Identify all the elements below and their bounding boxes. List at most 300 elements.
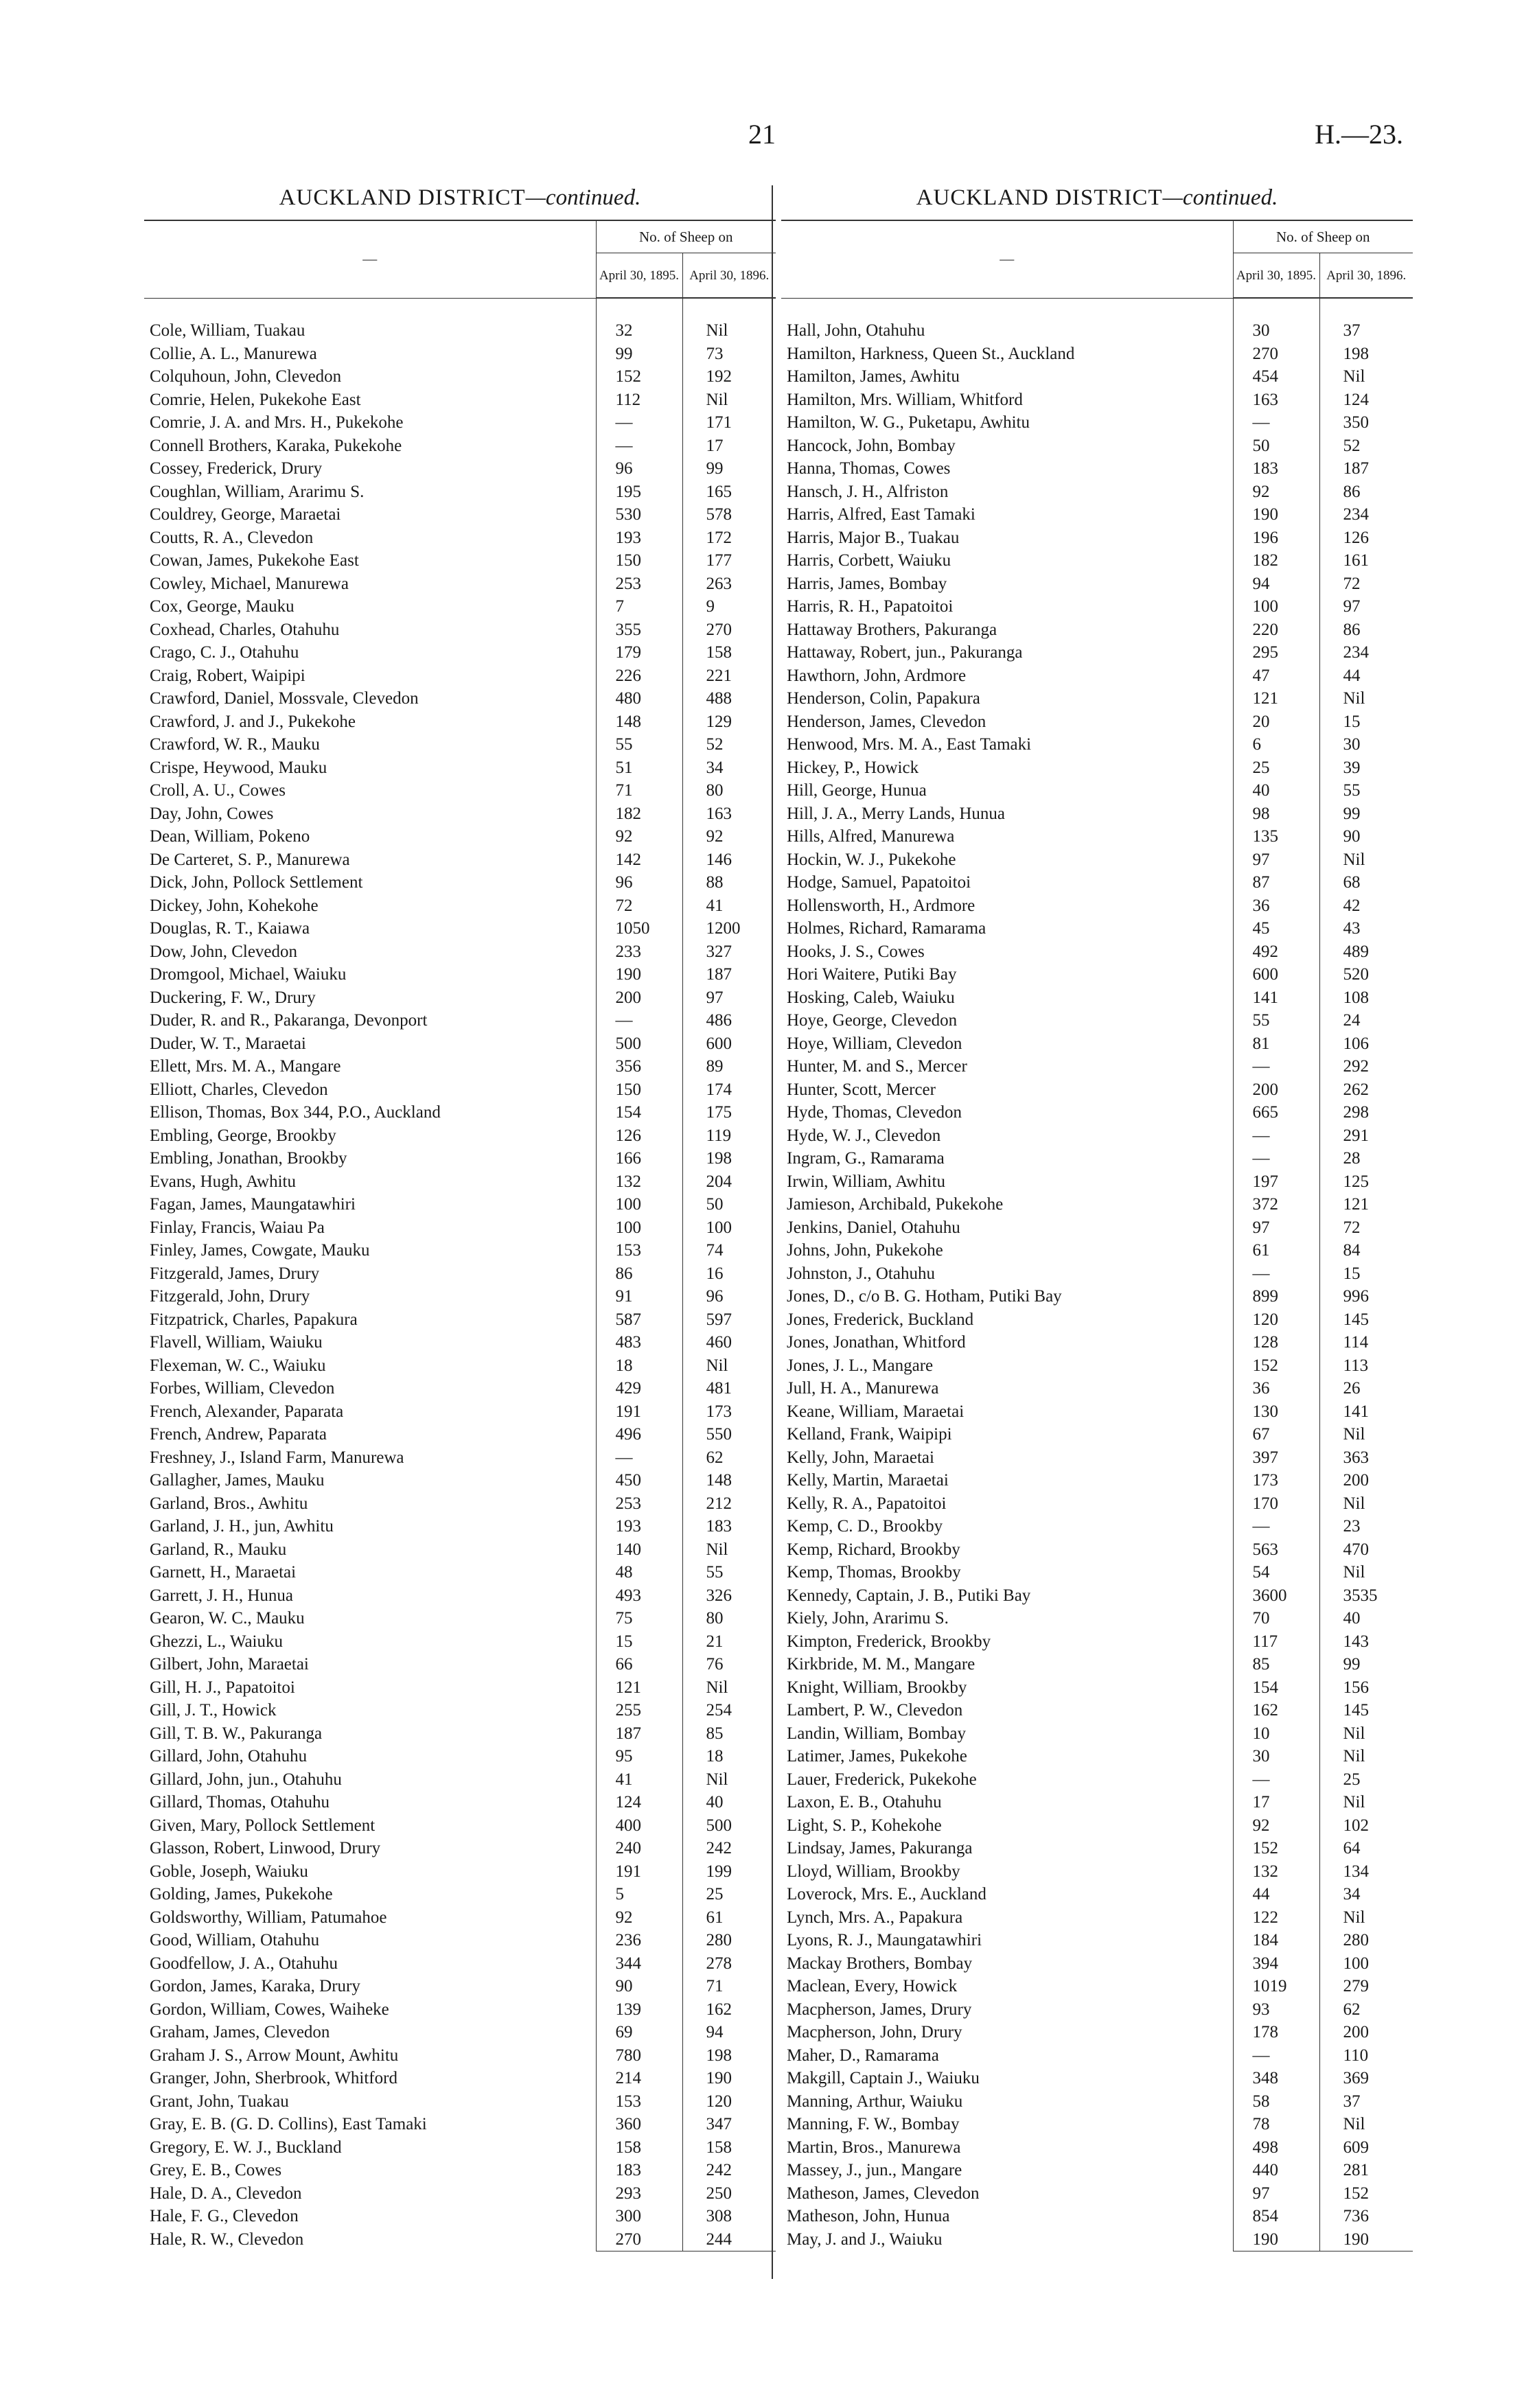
sheep-1895: 190	[596, 963, 682, 986]
sheep-1896: 327	[706, 942, 732, 961]
table-row	[144, 733, 776, 756]
owner-name: Laxon, E. B., Otahuhu	[787, 1793, 942, 1812]
table-row	[781, 1078, 1413, 1102]
owner-name: Dickey, John, Kohekohe	[150, 896, 319, 915]
sheep-1896: 86	[1343, 482, 1361, 501]
table-row	[781, 1170, 1413, 1194]
table-row	[144, 2182, 776, 2206]
sheep-1896: 187	[1343, 459, 1369, 478]
sheep-1895: 92	[596, 825, 682, 848]
sheep-group-header: No. of Sheep on	[596, 220, 776, 253]
owner-name: Hale, D. A., Clevedon	[150, 2184, 302, 2203]
sheep-1895: 91	[596, 1285, 682, 1308]
table-row	[144, 1124, 776, 1148]
sheep-1896: 23	[1343, 1517, 1361, 1536]
owner-name: Gordon, James, Karaka, Drury	[150, 1977, 360, 1996]
sheep-1896: 262	[1343, 1080, 1369, 1099]
owner-column-header: —	[781, 220, 1233, 298]
sheep-1896: 68	[1343, 873, 1361, 892]
sheep-1895: 154	[1233, 1676, 1319, 1700]
owner-name: Ingram, G., Ramarama	[787, 1149, 945, 1168]
sheep-1895: —	[596, 1446, 682, 1470]
sheep-1896: 3535	[1343, 1586, 1378, 1605]
sheep-1896: Nil	[1343, 1425, 1365, 1444]
owner-name: Crawford, Daniel, Mossvale, Clevedon	[150, 689, 419, 708]
owner-name: Hodge, Samuel, Papatoitoi	[787, 873, 971, 892]
owner-name: Keane, William, Maraetai	[787, 1402, 965, 1421]
table-row	[781, 1032, 1413, 1056]
sheep-1895: 50	[1233, 435, 1319, 458]
table-row	[144, 710, 776, 734]
table-row	[781, 1354, 1413, 1378]
owner-name: Maclean, Every, Howick	[787, 1977, 958, 1996]
sheep-1895: 45	[1233, 917, 1319, 940]
owner-name: Kiely, John, Ararimu S.	[787, 1609, 949, 1628]
table-row	[144, 2113, 776, 2136]
sheep-1895: —	[1233, 1147, 1319, 1170]
table-row	[144, 1699, 776, 1722]
table-row	[781, 526, 1413, 550]
table-row	[781, 2136, 1413, 2160]
table-row	[144, 1216, 776, 1240]
sheep-1896: 108	[1343, 988, 1369, 1007]
owner-name: Hori Waitere, Putiki Bay	[787, 965, 957, 984]
owner-name: Graham J. S., Arrow Mount, Awhitu	[150, 2046, 399, 2065]
sheep-1896: 279	[1343, 1977, 1369, 1996]
sheep-1895: 55	[1233, 1009, 1319, 1032]
table-row	[781, 503, 1413, 526]
owner-name: Goodfellow, J. A., Otahuhu	[150, 1954, 338, 1973]
table-row	[144, 2090, 776, 2114]
owner-name: Elliott, Charles, Clevedon	[150, 1080, 328, 1099]
table-row	[781, 481, 1413, 504]
table-row	[144, 1308, 776, 1332]
owner-name: May, J. and J., Waiuku	[787, 2230, 943, 2249]
column-heading	[781, 185, 1413, 220]
owner-name: Coutts, R. A., Clevedon	[150, 528, 314, 547]
table-row	[144, 595, 776, 618]
sheep-1895: 41	[596, 1768, 682, 1792]
owner-name: Gill, H. J., Papatoitoi	[150, 1678, 295, 1697]
table-row	[781, 894, 1413, 918]
sheep-1895: 344	[596, 1952, 682, 1976]
sheep-1895: 66	[596, 1653, 682, 1676]
sheep-1895: 3600	[1233, 1584, 1319, 1608]
table-row	[144, 641, 776, 664]
owner-name: Jenkins, Daniel, Otahuhu	[787, 1218, 960, 1237]
owner-name: Gillard, Thomas, Otahuhu	[150, 1793, 330, 1812]
table-row	[781, 1009, 1413, 1032]
sheep-1895: 493	[596, 1584, 682, 1608]
table-row	[781, 2159, 1413, 2182]
owner-name: Garrett, J. H., Hunua	[150, 1586, 293, 1605]
owner-name: Comrie, J. A. and Mrs. H., Pukekohe	[150, 413, 404, 432]
table-row	[781, 2205, 1413, 2228]
table-row	[144, 2205, 776, 2228]
sheep-1895: 44	[1233, 1883, 1319, 1906]
district-title: AUCKLAND DISTRICT	[279, 185, 526, 210]
table-row	[144, 1630, 776, 1654]
owner-name: Kelland, Frank, Waipipi	[787, 1425, 952, 1444]
sheep-1896: 99	[1343, 1655, 1361, 1674]
owner-name: Kemp, Richard, Brookby	[787, 1540, 960, 1559]
owner-name: Harris, James, Bombay	[787, 574, 947, 593]
owner-name: Harris, Corbett, Waiuku	[787, 551, 951, 570]
table-row	[781, 1124, 1413, 1148]
sheep-1896: 263	[706, 574, 732, 593]
sheep-1895: 61	[1233, 1239, 1319, 1262]
table-row	[781, 1883, 1413, 1906]
table-row	[144, 1837, 776, 1860]
page-number: 21	[748, 119, 776, 150]
sheep-1896: 62	[1343, 2000, 1361, 2019]
table-row	[781, 871, 1413, 894]
sheep-1895: 500	[596, 1032, 682, 1056]
sheep-1895: 96	[596, 871, 682, 894]
table-row	[144, 1883, 776, 1906]
sheep-1895: 355	[596, 618, 682, 642]
sheep-1896: 30	[1343, 735, 1361, 754]
april-1896-header: April 30, 1896.	[1319, 253, 1413, 299]
table-row	[144, 664, 776, 688]
table-row	[144, 1906, 776, 1930]
table-row	[781, 2090, 1413, 2114]
sheep-1895: 780	[596, 2044, 682, 2068]
owner-name: Crago, C. J., Otahuhu	[150, 643, 299, 662]
table-row	[781, 986, 1413, 1010]
sheep-1896: 165	[706, 482, 732, 501]
owner-name: Gill, T. B. W., Pakuranga	[150, 1724, 323, 1743]
sheep-1896: 100	[1343, 1954, 1369, 1973]
sheep-1895: 117	[1233, 1630, 1319, 1654]
table-row	[781, 1561, 1413, 1584]
owner-name: Hamilton, Harkness, Queen St., Auckland	[787, 344, 1075, 363]
sheep-1896: 18	[706, 1747, 724, 1766]
table-row	[144, 2228, 776, 2251]
sheep-1895: 150	[596, 549, 682, 572]
sheep-1895: 496	[596, 1423, 682, 1446]
owner-name: Cowley, Michael, Manurewa	[150, 574, 349, 593]
owner-name: Cox, George, Mauku	[150, 597, 295, 616]
owner-name: Kelly, R. A., Papatoitoi	[787, 1494, 947, 1513]
owner-name: Hamilton, W. G., Puketapu, Awhitu	[787, 413, 1030, 432]
sheep-1895: 190	[1233, 2228, 1319, 2251]
owner-name: Harris, Major B., Tuakau	[787, 528, 960, 547]
owner-name: Duder, W. T., Maraetai	[150, 1034, 306, 1053]
table-row	[144, 1262, 776, 1286]
owner-name: Hockin, W. J., Pukekohe	[787, 850, 956, 869]
sheep-1896: 278	[706, 1954, 732, 1973]
owner-name: Hill, J. A., Merry Lands, Hunua	[787, 804, 1006, 823]
sheep-group-header: No. of Sheep on	[1233, 220, 1413, 253]
owner-name: Hamilton, James, Awhitu	[787, 367, 960, 386]
sheep-1895: 454	[1233, 365, 1319, 389]
owner-name: Embling, George, Brookby	[150, 1126, 336, 1145]
table-row	[144, 411, 776, 435]
owner-name: Lloyd, William, Brookby	[787, 1862, 960, 1881]
owner-name: Gearon, W. C., Mauku	[150, 1609, 305, 1628]
table-row	[781, 1699, 1413, 1722]
table-row	[781, 2228, 1413, 2251]
sheep-1896: 97	[1343, 597, 1361, 616]
sheep-1896: 50	[706, 1195, 724, 1214]
table-row	[144, 457, 776, 481]
owner-name: Dean, William, Pokeno	[150, 827, 310, 846]
sheep-1896: Nil	[1343, 689, 1365, 708]
table-row	[144, 871, 776, 894]
sheep-1895: 70	[1233, 1607, 1319, 1630]
sheep-1896: 736	[1343, 2207, 1369, 2226]
sheep-1895: 97	[1233, 2182, 1319, 2206]
table-row	[781, 1492, 1413, 1516]
sheep-1896: 113	[1343, 1356, 1369, 1375]
table-row	[144, 1515, 776, 1538]
table-row	[781, 1676, 1413, 1700]
sheep-1896: 120	[706, 2092, 732, 2111]
sheep-1896: 90	[1343, 827, 1361, 846]
sheep-1896: 470	[1343, 1540, 1369, 1559]
table-row	[144, 1791, 776, 1814]
table-row	[781, 756, 1413, 780]
sheep-1895: 348	[1233, 2067, 1319, 2090]
table-body	[144, 298, 776, 2251]
table-row	[781, 917, 1413, 940]
sheep-1896: 158	[706, 2138, 732, 2157]
sheep-1895: 36	[1233, 894, 1319, 918]
sheep-1895: 92	[1233, 481, 1319, 504]
sheep-1895: 81	[1233, 1032, 1319, 1056]
sheep-1896: 143	[1343, 1632, 1369, 1651]
sheep-1896: 106	[1343, 1034, 1369, 1053]
table-row	[144, 917, 776, 940]
sheep-1895: 85	[1233, 1653, 1319, 1676]
owner-name: Granger, John, Sherbrook, Whitford	[150, 2069, 397, 2088]
sheep-1895: —	[1233, 411, 1319, 435]
table-row	[144, 1101, 776, 1124]
table-row	[144, 435, 776, 458]
owner-name: Manning, Arthur, Waiuku	[787, 2092, 963, 2111]
april-1895-header: April 30, 1895.	[596, 253, 682, 299]
sheep-1895: 152	[1233, 1837, 1319, 1860]
sheep-1895: 86	[596, 1262, 682, 1286]
table-row	[781, 1952, 1413, 1976]
owner-name: Johnston, J., Otahuhu	[787, 1264, 935, 1283]
april-1895-header: April 30, 1895.	[1233, 253, 1319, 299]
table-row	[781, 618, 1413, 642]
owner-name: Cole, William, Tuakau	[150, 321, 305, 340]
sheep-1895: 440	[1233, 2159, 1319, 2182]
sheep-1895: 178	[1233, 2021, 1319, 2044]
sheep-1896: 86	[1343, 620, 1361, 639]
sheep-1896: 71	[706, 1977, 724, 1996]
sheep-1895: 141	[1233, 986, 1319, 1010]
table-row	[144, 2159, 776, 2182]
sheep-1895: 200	[596, 986, 682, 1010]
sheep-1896: 145	[1343, 1701, 1369, 1720]
sheep-1895: 78	[1233, 2113, 1319, 2136]
owner-name: Hattaway, Robert, jun., Pakuranga	[787, 643, 1023, 662]
sheep-1895: 100	[1233, 595, 1319, 618]
owner-name: Dromgool, Michael, Waiuku	[150, 965, 347, 984]
owner-name: Comrie, Helen, Pukekohe East	[150, 390, 361, 409]
table-row	[781, 2044, 1413, 2068]
owner-name: Crawford, W. R., Mauku	[150, 735, 320, 754]
sheep-1895: 140	[596, 1538, 682, 1562]
owner-name: Henderson, James, Clevedon	[787, 712, 986, 731]
sheep-1895: 128	[1233, 1331, 1319, 1354]
owner-name: Garland, R., Mauku	[150, 1540, 287, 1559]
table-row	[144, 687, 776, 710]
table-row	[144, 618, 776, 642]
sheep-1896: 234	[1343, 643, 1369, 662]
left-column	[144, 185, 776, 2251]
owner-name: Gillard, John, jun., Otahuhu	[150, 1770, 342, 1789]
owner-name: Hale, F. G., Clevedon	[150, 2207, 299, 2226]
sheep-1895: —	[1233, 1124, 1319, 1148]
sheep-1895: 30	[1233, 319, 1319, 343]
table-row	[144, 2044, 776, 2068]
owner-name: Collie, A. L., Manurewa	[150, 344, 317, 363]
sheep-1895: 173	[1233, 1469, 1319, 1492]
table-row	[144, 526, 776, 550]
sheep-1896: 200	[1343, 1471, 1369, 1490]
table-row	[144, 1607, 776, 1630]
sheep-1896: 183	[706, 1517, 732, 1536]
sheep-1896: Nil	[706, 1770, 728, 1789]
table-row	[781, 940, 1413, 964]
table-row	[781, 1906, 1413, 1930]
sheep-1896: 100	[706, 1218, 732, 1237]
owner-name: Finley, James, Cowgate, Mauku	[150, 1241, 370, 1260]
sheep-1895: 20	[1233, 710, 1319, 734]
sheep-1896: Nil	[706, 1356, 728, 1375]
owner-name: Holmes, Richard, Ramarama	[787, 919, 986, 938]
table-row	[144, 343, 776, 366]
owner-name: Embling, Jonathan, Brookby	[150, 1149, 347, 1168]
owner-name: Hill, George, Hunua	[787, 781, 927, 800]
sheep-1896: 488	[706, 689, 732, 708]
sheep-1896: 73	[706, 344, 724, 363]
table-row	[781, 1055, 1413, 1078]
sheep-1896: Nil	[1343, 1563, 1365, 1582]
owner-name: Ghezzi, L., Waiuku	[150, 1632, 283, 1651]
sheep-1896: 175	[706, 1103, 732, 1122]
sheep-1895: 270	[1233, 343, 1319, 366]
table-row	[144, 389, 776, 412]
table-row	[781, 1630, 1413, 1654]
sheep-1896: 72	[1343, 1218, 1361, 1237]
sheep-1895: 94	[1233, 572, 1319, 596]
owner-name: Manning, F. W., Bombay	[787, 2115, 960, 2134]
sheep-1895: 492	[1233, 940, 1319, 964]
table-row	[781, 1584, 1413, 1608]
sheep-1896: 119	[706, 1126, 732, 1145]
table-row	[144, 1768, 776, 1792]
table-row	[144, 848, 776, 872]
sheep-1895: 71	[596, 779, 682, 802]
sheep-1896: 9	[706, 597, 715, 616]
table-row	[781, 1446, 1413, 1470]
owner-name: Hickey, P., Howick	[787, 758, 919, 777]
owner-name: Lauer, Frederick, Pukekohe	[787, 1770, 977, 1789]
table-row	[144, 1446, 776, 1470]
sheep-1896: 158	[706, 643, 732, 662]
continued-label: —continued.	[525, 185, 641, 210]
table-row	[781, 343, 1413, 366]
owner-name: Gillard, John, Otahuhu	[150, 1747, 308, 1766]
sheep-1896: Nil	[1343, 367, 1365, 386]
sheep-1896: 172	[706, 528, 732, 547]
table-row	[781, 1998, 1413, 2022]
sheep-1896: 125	[1343, 1172, 1369, 1191]
sheep-1895: 429	[596, 1377, 682, 1400]
sheep-1896: 486	[706, 1011, 732, 1030]
table-row	[144, 1377, 776, 1400]
sheep-1896: Nil	[706, 321, 728, 340]
table-row	[781, 1515, 1413, 1538]
sheep-1896: 281	[1343, 2161, 1369, 2180]
sheep-1895: 90	[596, 1975, 682, 1998]
sheep-1895: 150	[596, 1078, 682, 1102]
table-row	[144, 1975, 776, 1998]
sheep-1896: 26	[1343, 1379, 1361, 1398]
sheep-1895: 18	[596, 1354, 682, 1378]
owner-name: Croll, A. U., Cowes	[150, 781, 286, 800]
column-heading	[144, 185, 776, 220]
sheep-1895: 195	[596, 481, 682, 504]
owner-name: Kennedy, Captain, J. B., Putiki Bay	[787, 1586, 1031, 1605]
table-row	[781, 802, 1413, 826]
table-row	[781, 2113, 1413, 2136]
sheep-1895: 450	[596, 1469, 682, 1492]
owner-name: Fitzpatrick, Charles, Papakura	[150, 1310, 358, 1329]
sheep-1895: —	[596, 1009, 682, 1032]
april-1896-header: April 30, 1896.	[682, 253, 776, 299]
sheep-1896: Nil	[1343, 1494, 1365, 1513]
owner-name: Ellison, Thomas, Box 344, P.O., Auckland	[150, 1103, 441, 1122]
table-row	[144, 1078, 776, 1102]
table-row	[144, 2136, 776, 2160]
sheep-1896: 80	[706, 1609, 724, 1628]
owner-name: Day, John, Cowes	[150, 804, 274, 823]
sheep-1896: 292	[1343, 1057, 1369, 1076]
sheep-1896: 221	[706, 666, 732, 685]
table-row	[144, 1354, 776, 1378]
sheep-1896: 148	[706, 1471, 732, 1490]
owner-name: Kemp, Thomas, Brookby	[787, 1563, 961, 1582]
sheep-1895: 92	[596, 1906, 682, 1930]
sheep-1896: 92	[706, 827, 724, 846]
right-column	[781, 185, 1413, 2251]
table-row	[144, 1584, 776, 1608]
sheep-1896: 28	[1343, 1149, 1361, 1168]
sheep-1896: 481	[706, 1379, 732, 1398]
sheep-1896: 460	[706, 1333, 732, 1352]
owner-name: Fitzgerald, John, Drury	[150, 1287, 310, 1306]
table-row	[144, 1814, 776, 1838]
table-row	[781, 779, 1413, 802]
owner-name: Crispe, Heywood, Mauku	[150, 758, 327, 777]
table-row	[781, 1262, 1413, 1286]
sheep-1895: 253	[596, 572, 682, 596]
table-row	[144, 1285, 776, 1308]
sheep-1896: 89	[706, 1057, 724, 1076]
owner-name: Jones, Jonathan, Whitford	[787, 1333, 966, 1352]
owner-name: Hoye, George, Clevedon	[787, 1011, 958, 1030]
sheep-1896: Nil	[1343, 850, 1365, 869]
owner-name: Hancock, John, Bombay	[787, 436, 956, 455]
owner-name: Flavell, William, Waiuku	[150, 1333, 323, 1352]
